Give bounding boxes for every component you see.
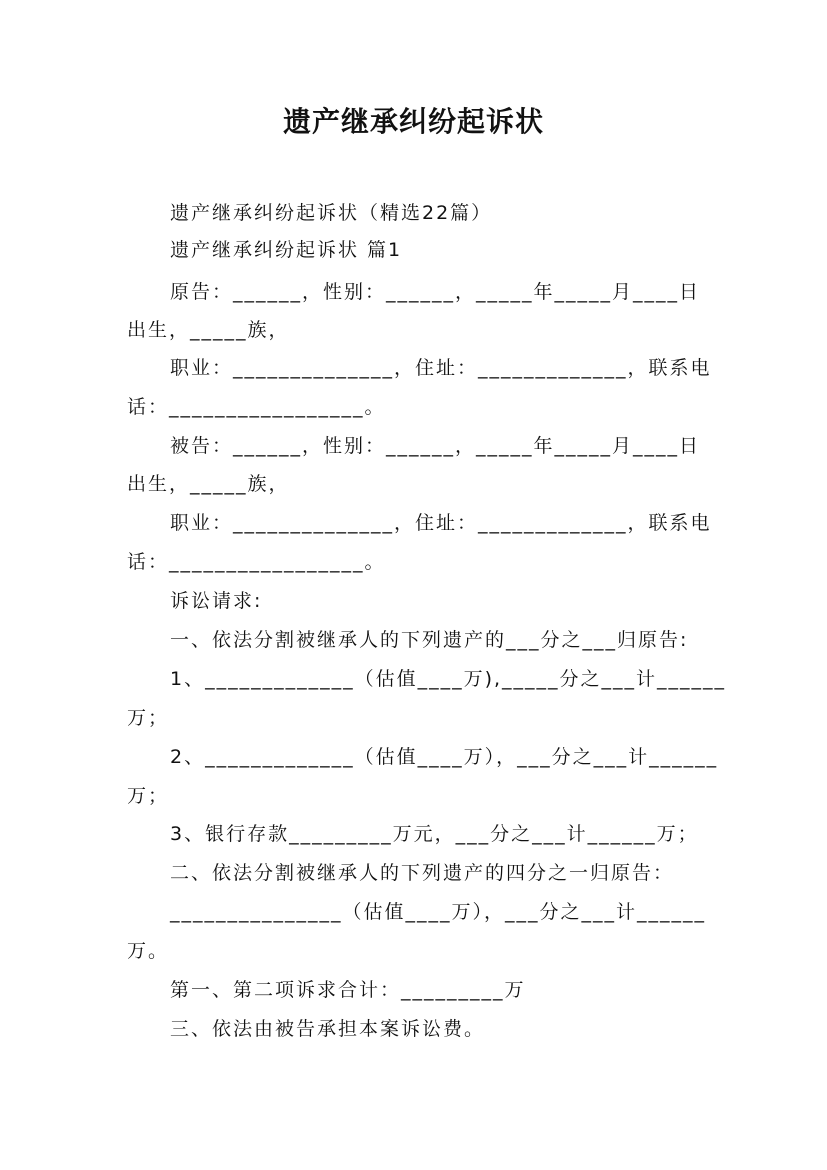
- claims-heading: 诉讼请求:: [170, 590, 263, 612]
- document-title: 遗产继承纠纷起诉状: [282, 105, 544, 138]
- defendant-line-1: 被告：______，性别：______，_____年_____月____日: [170, 435, 701, 457]
- claim-2: 二、依法分割被继承人的下列遗产的四分之一归原告：: [170, 862, 675, 884]
- plaintiff-line-2: 出生，_____族，: [127, 319, 290, 341]
- defendant-line-2: 出生，_____族，: [127, 473, 290, 495]
- claim-1-item-3: 3、银行存款_________万元，___分之___计______万；: [170, 823, 699, 845]
- claim-1: 一、依法分割被继承人的下列遗产的___分之___归原告:: [170, 629, 689, 651]
- plaintiff-line-3: 职业：______________，住址：_____________，联系电: [170, 357, 712, 379]
- claims-total: 第一、第二项诉求合计：_________万: [170, 979, 526, 1001]
- defendant-line-3: 职业：______________，住址：_____________，联系电: [170, 512, 712, 534]
- claim-2-item-cont: 万。: [127, 940, 170, 962]
- claim-1-item-1-cont: 万；: [127, 707, 170, 729]
- claim-1-item-2: 2、_____________（估值____万），___分之___计______: [170, 746, 719, 768]
- plaintiff-line-4: 话：_________________。: [127, 396, 386, 418]
- defendant-line-4: 话：_________________。: [127, 551, 386, 573]
- section-heading: 遗产继承纠纷起诉状 篇1: [170, 239, 403, 261]
- subtitle-line: 遗产继承纠纷起诉状（精选22篇）: [170, 202, 493, 224]
- plaintiff-line-1: 原告：______，性别：______，_____年_____月____日: [170, 281, 701, 303]
- claim-1-item-2-cont: 万；: [127, 785, 170, 807]
- claim-3: 三、依法由被告承担本案诉讼费。: [170, 1018, 486, 1040]
- claim-1-item-1: 1、_____________（估值____万),_____分之___计______: [170, 668, 727, 690]
- claim-2-item: _______________（估值____万），___分之___计______: [170, 901, 707, 923]
